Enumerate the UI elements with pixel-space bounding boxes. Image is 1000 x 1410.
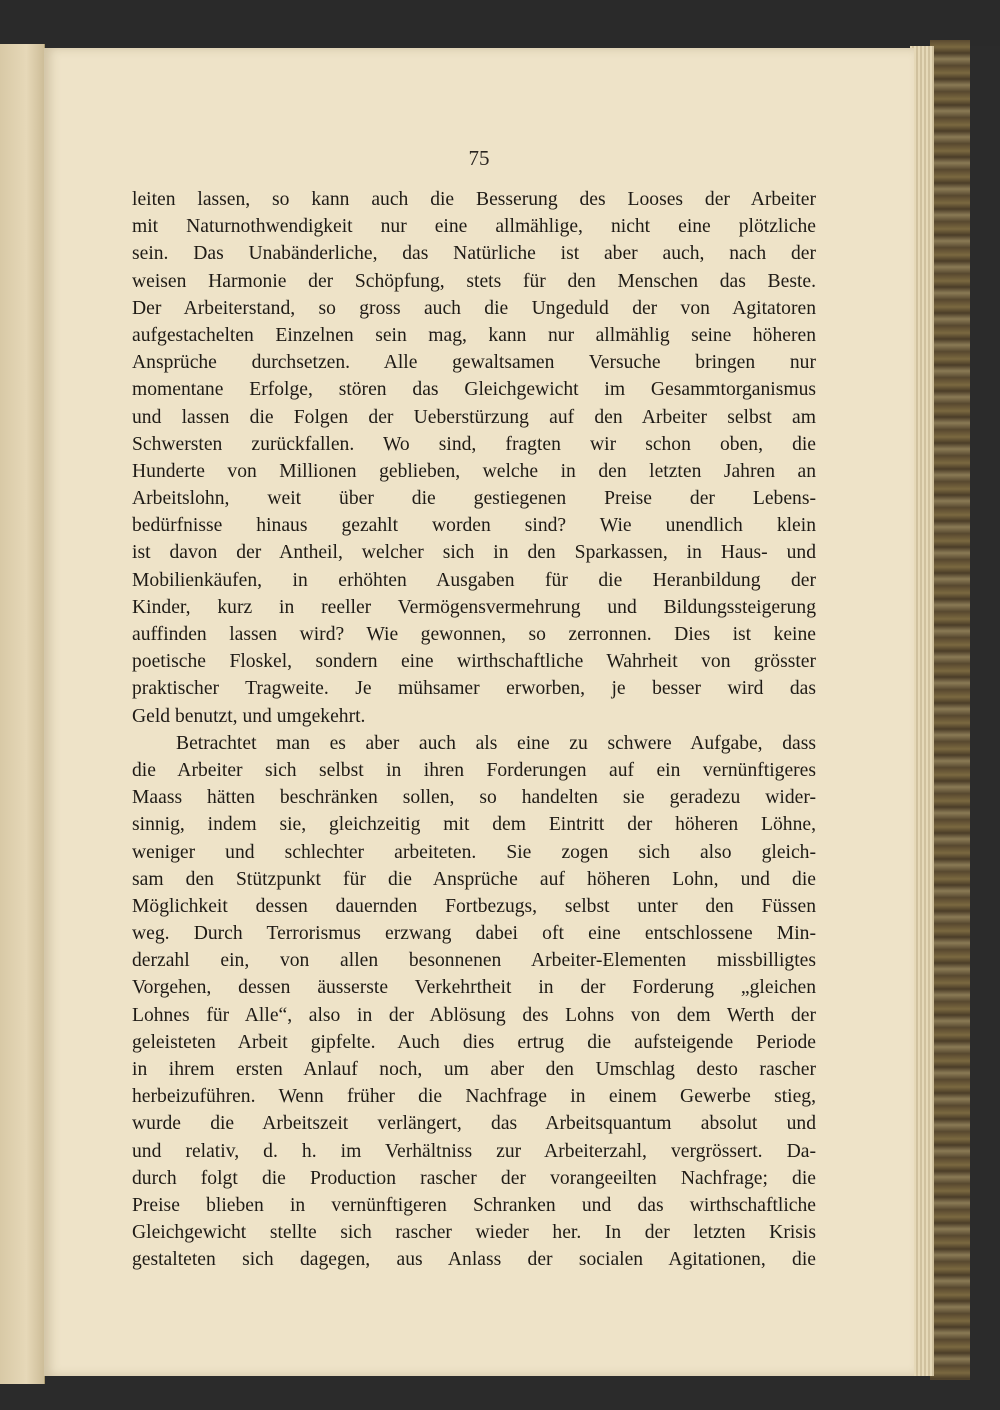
text-line: Möglichkeit dessen dauernden Fortbezugs, selbst unter den Füssen xyxy=(132,895,816,917)
text-line: Geld benutzt, und umgekehrt. xyxy=(132,705,366,727)
text-line: durch folgt die Production rascher der vorangeeilten Nachfrage; die xyxy=(132,1167,816,1189)
text-line: die Arbeiter sich selbst in ihren Forderungen auf ein vernünftigeres xyxy=(132,759,816,781)
text-line: in ihrem ersten Anlauf noch, um aber den Umschlag desto rascher xyxy=(132,1059,816,1080)
text-line: aufgestachelten Einzelnen sein mag, kann nur allmählig seine höheren xyxy=(132,324,816,346)
text-line: Preise blieben in vernünftigeren Schranken und das wirthschaftliche xyxy=(132,1194,816,1216)
text-line: Lohnes für Alle“, also in der Ablösung des Lohns von dem Werth der xyxy=(132,1004,816,1026)
book-cover-edge xyxy=(930,40,970,1380)
text-line: und relativ, d. h. im Verhältniss zur Arbeiterzahl, vergrössert. Da- xyxy=(132,1140,816,1162)
text-line: weniger und schlechter arbeiteten. Sie zogen sich also gleich- xyxy=(132,841,816,863)
text-line: herbeizuführen. Wenn früher die Nachfrage in einem Gewerbe stieg, xyxy=(132,1086,816,1108)
text-line: momentane Erfolge, stören das Gleichgewicht im Gesammtorganismus xyxy=(132,379,816,401)
text-line: Der Arbeiterstand, so gross auch die Ungeduld der von Agitatoren xyxy=(132,297,816,319)
text-line: bedürfnisse hinaus gezahlt worden sind? Wie unendlich klein xyxy=(132,515,816,537)
text-line: sam den Stützpunkt für die Ansprüche auf höheren Lohn, und die xyxy=(132,868,816,890)
text-line: wurde die Arbeitszeit verlängert, das Arbeitsquantum absolut und xyxy=(132,1113,816,1135)
text-line: Arbeitslohn, weit über die gestiegenen Preise der Lebens- xyxy=(132,488,816,510)
page-number: 75 xyxy=(468,146,490,170)
text-line: weg. Durch Terrorismus erzwang dabei oft eine entschlossene Min- xyxy=(132,923,816,945)
text-line: sinnig, indem sie, gleichzeitig mit dem Eintritt der höheren Löhne, xyxy=(132,814,816,836)
text-line: weisen Harmonie der Schöpfung, stets für den Menschen das Beste. xyxy=(132,270,816,292)
text-line: geleisteten Arbeit gipfelte. Auch dies ertrug die aufsteigende Periode xyxy=(132,1031,816,1053)
text-line: gestalteten sich dagegen, aus Anlass der socialen Agitationen, die xyxy=(132,1249,816,1271)
text-line: Vorgehen, dessen äusserste Verkehrtheit in der Forderung „gleichen xyxy=(132,977,816,999)
text-line: Kinder, kurz in reeller Vermögensvermehrung und Bildungssteigerung xyxy=(132,596,816,618)
text-line: Mobilienkäufen, in erhöhten Ausgaben für die Heranbildung der xyxy=(132,569,816,591)
text-line: praktischer Tragweite. Je mühsamer erworben, je besser wird das xyxy=(132,678,816,700)
text-line: Maass hätten beschränken sollen, so handelten sie geradezu wider- xyxy=(132,787,816,809)
text-line: poetische Floskel, sondern eine wirthschaftliche Wahrheit von grösster xyxy=(132,651,816,673)
text-line: sein. Das Unabänderliche, das Natürliche ist aber auch, nach der xyxy=(132,243,816,265)
book-page xyxy=(44,48,914,1376)
scan-background xyxy=(0,0,1000,46)
text-line: Schwersten zurückfallen. Wo sind, fragten wir schon oben, die xyxy=(132,433,816,455)
text-line: ist davon der Antheil, welcher sich in den Sparkassen, in Haus- und xyxy=(132,542,816,564)
text-line: und lassen die Folgen der Ueberstürzung auf den Arbeiter selbst am xyxy=(132,406,816,428)
text-line: derzahl ein, von allen besonnenen Arbeiter-Elementen missbilligtes xyxy=(132,950,816,972)
text-line: Gleichgewicht stellte sich rascher wieder her. In der letzten Krisis xyxy=(132,1222,816,1244)
text-line: auffinden lassen wird? Wie gewonnen, so zerronnen. Dies ist keine xyxy=(132,624,816,645)
facing-page-edge xyxy=(0,44,45,1384)
body-text xyxy=(132,186,816,1274)
text-line: Ansprüche durchsetzen. Alle gewaltsamen Versuche bringen nur xyxy=(132,352,816,374)
text-line: Betrachtet man es aber auch als eine zu schwere Aufgabe, dass xyxy=(176,732,816,754)
text-line: mit Naturnothwendigkeit nur eine allmählige, nicht eine plötzliche xyxy=(132,216,816,238)
text-line: Hunderte von Millionen geblieben, welche in den letzten Jahren an xyxy=(132,460,816,482)
text-line: leiten lassen, so kann auch die Besserung des Looses der Arbeiter xyxy=(132,189,816,210)
